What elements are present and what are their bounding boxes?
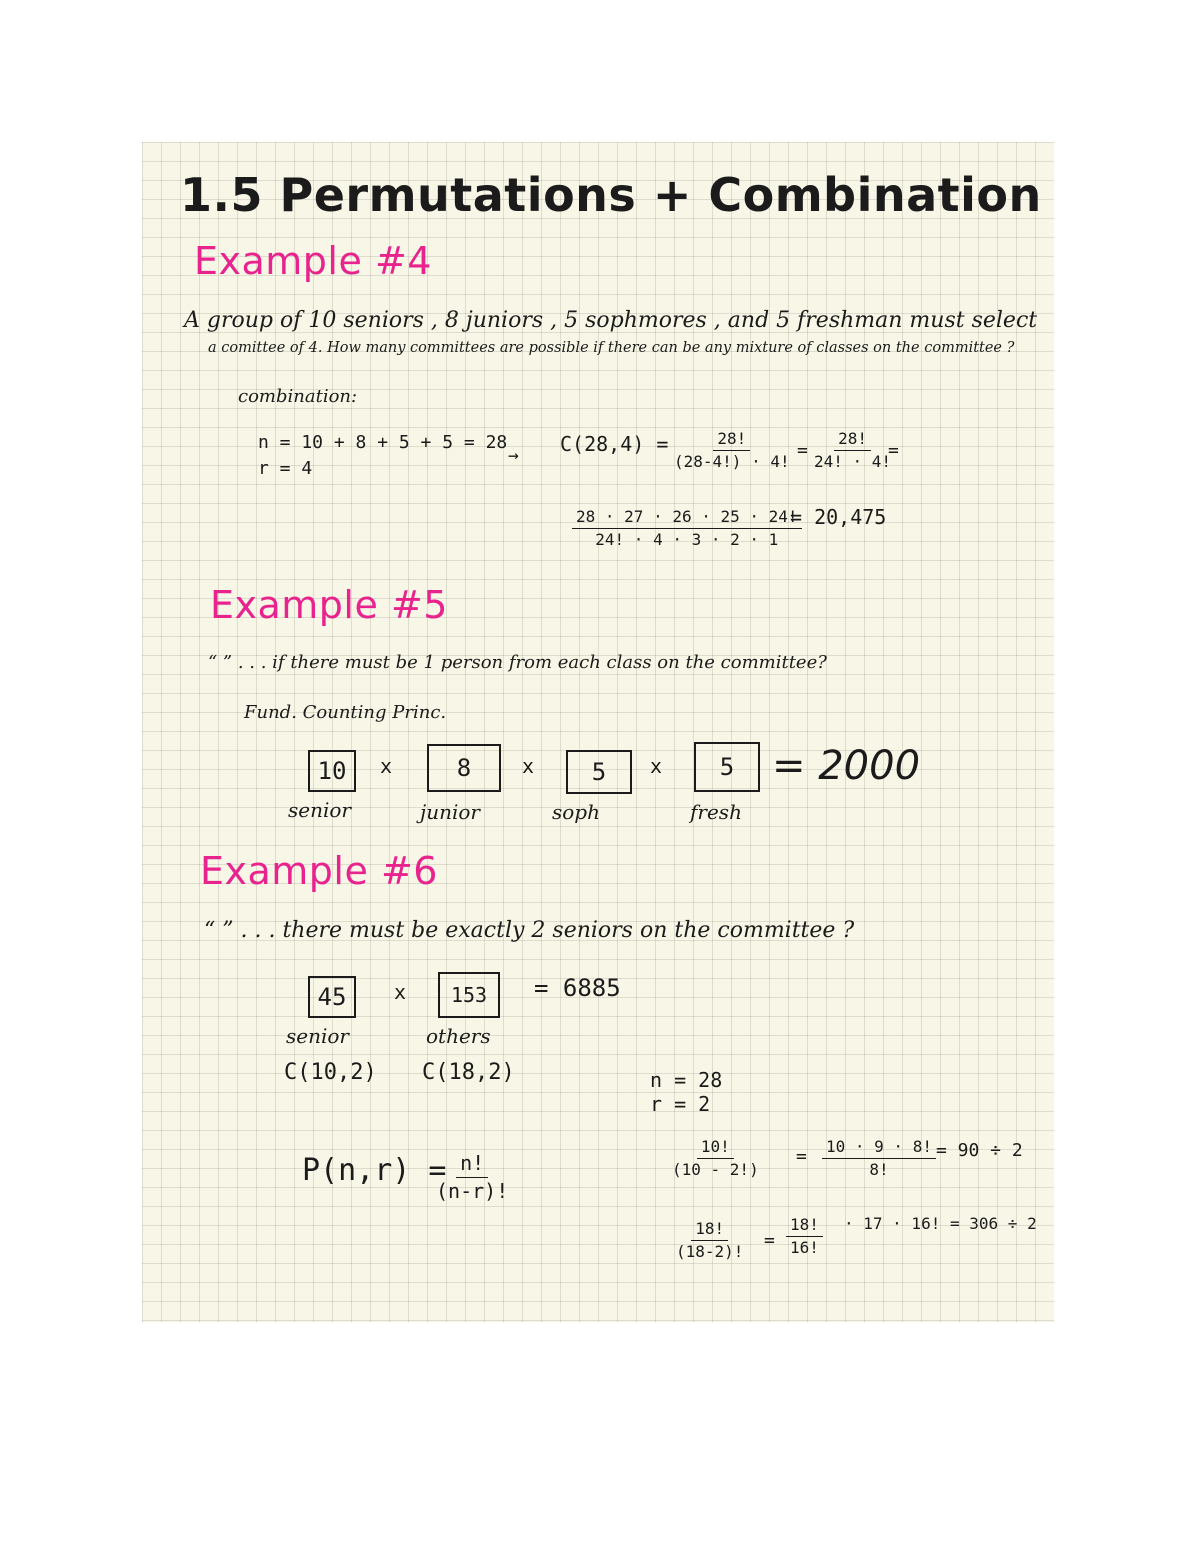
calc-2-simplified-numerator: 18!	[786, 1216, 823, 1237]
fraction-3-denominator: 24! · 4 · 3 · 2 · 1	[595, 530, 779, 550]
example-4-problem-line-1: A group of 10 seniors , 8 juniors , 5 sophmores , and 5 freshman must select	[184, 308, 1038, 333]
label-senior: senior	[288, 798, 351, 822]
example-6-n-line: n = 28	[650, 1068, 723, 1092]
fresh-count-box: 5	[694, 742, 760, 792]
times-sign-2: x	[522, 754, 535, 778]
calc-2-denominator: (18-2)!	[676, 1242, 744, 1262]
calc-1-simplified-denominator: 8!	[869, 1160, 889, 1180]
label-others: others	[426, 1024, 491, 1048]
others-pairs-box: 153	[438, 972, 500, 1018]
calc-1-numerator: 10!	[697, 1138, 734, 1159]
example-4-fraction-1	[670, 430, 794, 472]
example-5-question: “ ” . . . if there must be 1 person from each class on the committee?	[208, 652, 827, 673]
others-combination: C(18,2)	[422, 1060, 515, 1085]
senior-pairs-box: 45	[308, 976, 356, 1018]
example-4-c-expr: C(28,4) =	[560, 432, 669, 456]
senior-combination: C(10,2)	[284, 1060, 377, 1085]
example-6-heading: Example #6	[200, 849, 438, 893]
example-5-result: = 2000	[772, 743, 921, 789]
calc-2-rest: · 17 · 16!	[844, 1214, 941, 1233]
calc-2-simplified-denominator: 16!	[790, 1238, 819, 1258]
notes-page	[142, 142, 1054, 1322]
example-4-r-line: r = 4	[258, 458, 313, 479]
example-4-heading: Example #4	[194, 239, 432, 283]
fraction-1-numerator: 28!	[713, 430, 750, 451]
calc-2-simplified	[786, 1216, 823, 1258]
times-sign-ex6: x	[394, 980, 407, 1004]
example-5-heading: Example #5	[210, 583, 448, 627]
calc-1-fraction	[668, 1138, 763, 1180]
example-4-equals-end: =	[888, 440, 899, 461]
calc-2-equals: =	[764, 1230, 775, 1251]
example-6-r-line: r = 2	[650, 1092, 711, 1116]
fraction-1-denominator: (28-4!) · 4!	[674, 452, 790, 472]
calc-2-fraction	[672, 1220, 747, 1262]
calc-1-denominator: (10 - 2!)	[672, 1160, 759, 1180]
arrow-icon: →	[508, 445, 519, 466]
calc-1-equals: =	[796, 1146, 807, 1167]
junior-count-box: 8	[427, 744, 501, 792]
page-title: 1.5 Permutations + Combination	[180, 168, 1042, 222]
example-4-n-line: n = 10 + 8 + 5 + 5 = 28	[258, 432, 508, 453]
permutation-numerator: n!	[456, 1152, 488, 1178]
label-fresh: fresh	[690, 800, 742, 824]
example-4-result: = 20,475	[790, 505, 887, 529]
example-4-problem-line-2: a comittee of 4. How many committees are possible if there can be any mixture of classes on the committee ?	[208, 340, 1015, 356]
example-5-method: Fund. Counting Princ.	[244, 702, 447, 723]
example-6-question: “ ” . . . there must be exactly 2 seniors on the committee ?	[204, 918, 855, 943]
calc-1-simplified	[822, 1138, 936, 1180]
fraction-2-denominator: 24! · 4!	[814, 452, 892, 472]
label-soph: soph	[552, 800, 600, 824]
example-6-result: = 6885	[534, 974, 621, 1002]
example-4-method: combination:	[238, 386, 358, 407]
permutation-formula-lhs: P(n,r) =	[302, 1153, 447, 1188]
fraction-2-numerator: 28!	[834, 430, 871, 451]
calc-1-result: = 90 ÷ 2	[936, 1140, 1023, 1161]
times-sign-1: x	[380, 754, 393, 778]
times-sign-3: x	[650, 754, 663, 778]
label-senior-ex6: senior	[286, 1024, 349, 1048]
example-4-equals: =	[797, 440, 808, 461]
calc-1-simplified-numerator: 10 · 9 · 8!	[822, 1138, 936, 1159]
example-4-fraction-2	[810, 430, 895, 472]
calc-2-result: = 306 ÷ 2	[950, 1214, 1037, 1233]
permutation-denominator: (n-r)!	[436, 1179, 509, 1203]
fraction-3-numerator: 28 · 27 · 26 · 25 · 24!	[572, 508, 802, 529]
soph-count-box: 5	[566, 750, 632, 794]
permutation-formula-fraction	[432, 1152, 512, 1203]
senior-count-box: 10	[308, 750, 356, 792]
example-4-fraction-3	[572, 508, 802, 550]
calc-2-numerator: 18!	[691, 1220, 728, 1241]
label-junior: junior	[420, 800, 480, 824]
